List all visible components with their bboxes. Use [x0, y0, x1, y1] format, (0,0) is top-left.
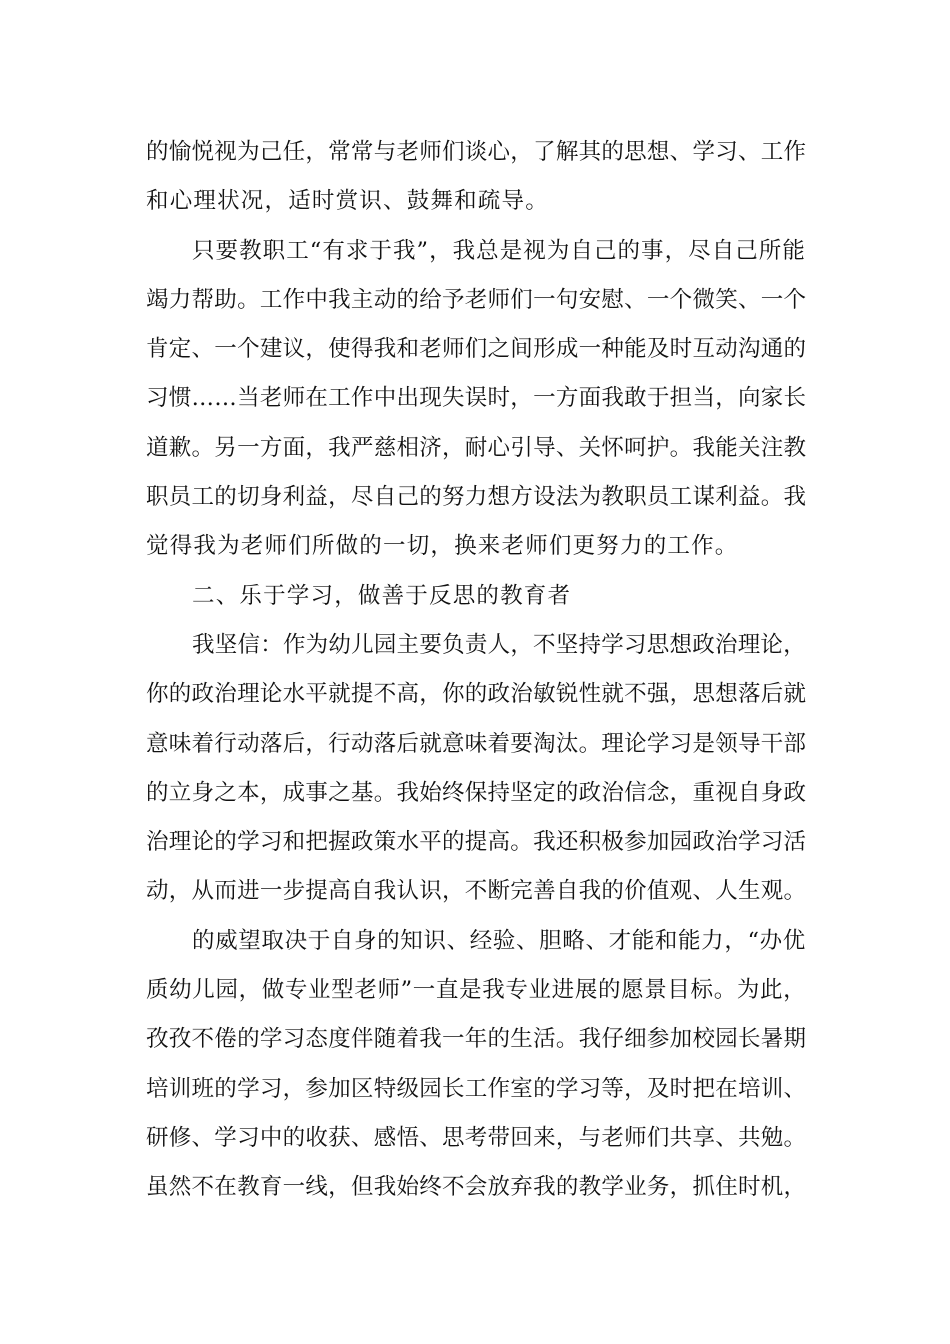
- text-line: 和心理状况，适时赏识、鼓舞和疏导。: [146, 188, 549, 215]
- text-line: 我坚信：作为幼儿园主要负责人，不坚持学习思想政治理论，: [192, 631, 806, 658]
- text-line: 的愉悦视为己任，常常与老师们谈心，了解其的思想、学习、工作: [146, 139, 807, 165]
- text-line: 培训班的学习，参加区特级园长工作室的学习等，及时把在培训、: [146, 1075, 807, 1102]
- text-line: 动，从而进一步提高自我认识，不断完善自我的价值观、人生观。: [146, 878, 807, 905]
- text-line: 职员工的切身利益，尽自己的努力想方设法为教职员工谋利益。我: [146, 484, 807, 511]
- text-line: 治理论的学习和把握政策水平的提高。我还积极参加园政治学习活: [146, 829, 807, 856]
- text-line: 的威望取决于自身的知识、经验、胆略、才能和能力，“办优: [192, 927, 806, 954]
- text-line: 只要教职工“有求于我”，我总是视为自己的事，尽自己所能: [192, 237, 806, 264]
- text-line: 二、乐于学习，做善于反思的教育者: [192, 582, 572, 609]
- document-body: [146, 128, 806, 1213]
- text-line: 道歉。另一方面，我严慈相济，耐心引导、关怀呵护。我能关注教: [146, 434, 807, 461]
- text-line: 肯定、一个建议，使得我和老师们之间形成一种能及时互动沟通的: [146, 336, 807, 363]
- text-line: 你的政治理论水平就提不高，你的政治敏锐性就不强，思想落后就: [146, 681, 807, 708]
- text-line: 质幼儿园，做专业型老师”一直是我专业进展的愿景目标。为此，: [146, 977, 807, 1004]
- text-line: 孜孜不倦的学习态度伴随着我一年的生活。我仔细参加校园长暑期: [146, 1026, 807, 1053]
- text-line: 的立身之本，成事之基。我始终保持坚定的政治信念，重视自身政: [146, 779, 807, 806]
- text-line: 觉得我为老师们所做的一切，换来老师们更努力的工作。: [146, 533, 739, 560]
- text-line: 习惯……当老师在工作中出现失误时，一方面我敢于担当，向家长: [146, 385, 807, 412]
- text-line: 意味着行动落后，行动落后就意味着要淘汰。理论学习是领导干部: [146, 730, 807, 757]
- text-line: 竭力帮助。工作中我主动的给予老师们一句安慰、一个微笑、一个: [146, 286, 807, 313]
- text-line: 虽然不在教育一线，但我始终不会放弃我的教学业务，抓住时机，: [146, 1174, 807, 1201]
- text-line: 研修、学习中的收获、感悟、思考带回来，与老师们共享、共勉。: [146, 1124, 807, 1151]
